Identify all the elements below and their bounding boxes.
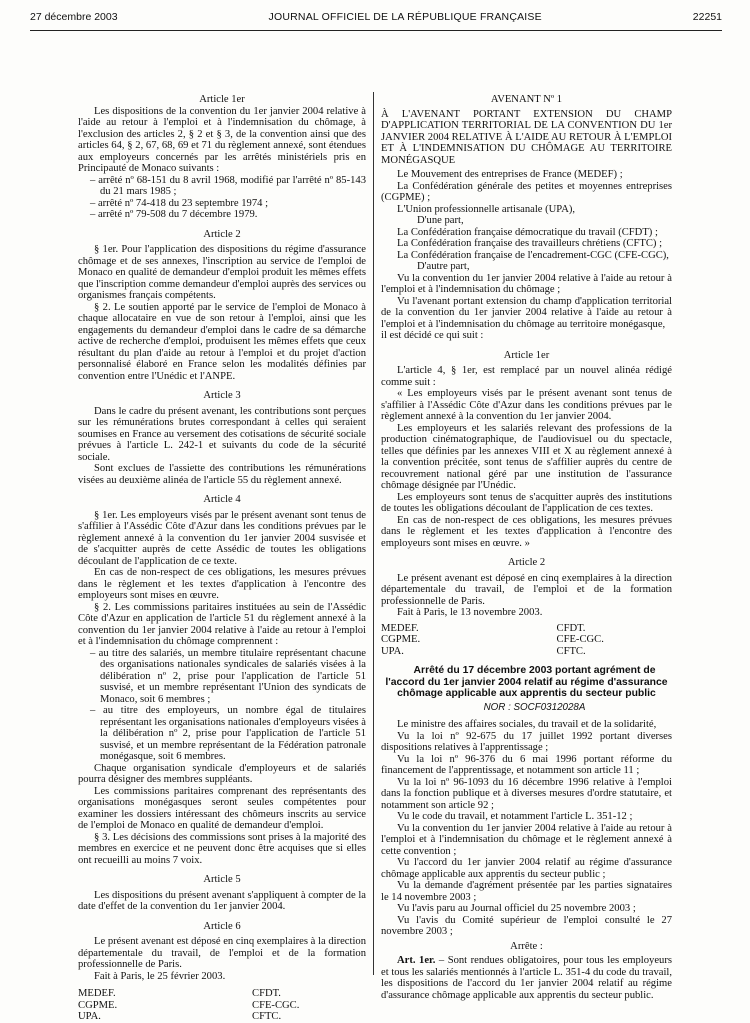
- list-item: – au titre des employeurs, un nombre égal de titulaires représentant les organisations nationales d'employeurs visées à la délibération nº 2, prise pour l'application de l'article 51 susvisé, et un membre représentant de la Fédération patronale monégasque, soit 6 membres.: [90, 705, 366, 762]
- signatory: MEDEF.: [78, 988, 116, 999]
- paragraph: Les dispositions du présent avenant s'appliquent à compter de la date d'effet de la convention du 1er janvier 2004.: [78, 889, 366, 912]
- signatories-block: [381, 623, 672, 658]
- party: La Confédération générale des petites et moyennes entreprises (CGPME) ;: [381, 180, 672, 203]
- decree-title: Arrêté du 17 décembre 2003 portant agrément de l'accord du 1er janvier 2004 relatif au régime d'assurance chômage applicable aux apprentis du secteur public: [385, 665, 668, 699]
- paragraph: Sont exclues de l'assiette des contributions les rémunérations visées au deuxième alinéa de l'article 55 du règlement annexé.: [78, 463, 366, 486]
- paragraph: § 2. Les commissions paritaires instituées au sein de l'Assédic Côte d'Azur en application de l'article 51 du règlement annexé à la convention du 1er janvier 2004 relative à l'aide au retour à l'emploi et à l'indemnisation du chômage comprennent :: [78, 601, 366, 647]
- journal-title: JOURNAL OFFICIEL DE LA RÉPUBLIQUE FRANÇAISE: [268, 11, 542, 23]
- paragraph: Les commissions paritaires comprenant des représentants des organisations monégasques seront seules compétentes pour examiner les dossiers intéressant des chômeurs inscrits au service de l'emploi de Monaco en qualité de demandeur d'emploi.: [78, 785, 366, 831]
- list-item: – arrêté nº 68-151 du 8 avril 1968, modifié par l'arrêté nº 85-143 du 21 mars 1985 ;: [90, 174, 366, 197]
- signatories-block: [78, 988, 366, 1023]
- party: La Confédération française de l'encadrement-CGC (CFE-CGC),: [397, 249, 669, 261]
- article-text: – Sont rendues obligatoires, pour tous les employeurs et tous les salariés mentionnés à l'article L. 351-4 du code du travail, les dispositions de l'accord du 1er janvier 2004 relatif au régime d'assurance chômage applicable aux apprentis du secteur public.: [381, 955, 672, 1001]
- paragraph: § 1er. Pour l'application des dispositions du régime d'assurance chômage et de ses annexes, l'inscription au service de l'emploi de Monaco en qualité de demandeur d'emploi produit les mêmes effets que l'inscription comme demandeur d'emploi auprès des services ou organismes français compétents.: [78, 244, 367, 301]
- article-4-heading: Article 4: [203, 494, 241, 505]
- signatory: UPA.: [381, 645, 404, 657]
- signatory: CFTC.: [556, 645, 586, 657]
- paragraph: Vu la loi nº 96-1093 du 16 décembre 1996 relative à l'emploi dans la fonction publique et à diverses mesures d'ordre statutaire, et notamment son article 92 ;: [381, 776, 672, 811]
- party-side: D'autre part,: [417, 261, 470, 272]
- paragraph: Vu l'avenant portant extension du champ d'application territorial de la convention du 1er janvier 2004 relative à l'aide au retour à l'emploi et à l'indemnisation du chômage au territoire monégasque,: [381, 295, 672, 330]
- paragraph: Les employeurs et les salariés relevant des professions de la production cinématographique, de l'audiovisuel ou du spectacle, telles que définies par les annexes VIII et X au règlement annexé à la convention précitée, sont tenus de s'affilier auprès du centre de recouvrement national géré par une institution de l'assurance chômage désignée par l'Unédic.: [381, 422, 672, 491]
- paragraph: Vu la convention du 1er janvier 2004 relative à l'aide au retour à l'emploi et à l'indemnisation du chômage et le règlement annexé à cette convention ;: [381, 822, 672, 857]
- paragraph: Dans le cadre du présent avenant, les contributions sont perçues sur les rémunérations brutes correspondant à celles qui seraient soumises en France au versement des cotisations de sécurité sociale prévues à l'article L. 242-1 et suivants du code de la sécurité sociale.: [78, 405, 366, 463]
- article-2-heading: Article 2: [203, 228, 241, 240]
- paragraph: Vu la loi nº 96-376 du 6 mai 1996 portant réforme du financement de l'apprentissage, et notamment son article 11 ;: [381, 753, 672, 776]
- paragraph: Les dispositions de la convention du 1er janvier 2004 relative à l'aide au retour à l'emploi et à l'indemnisation du chômage, à l'exclusion des articles 2, § 2 et § 3, de la convention ainsi que des articles 64, § 2, 67, 68, 69 et 71 du règlement annexé, sont étendues aux employeurs concernés par les arrêtés ministériels pris en Principauté de Monaco suivants :: [78, 105, 366, 174]
- avenant-title: À L'AVENANT PORTANT EXTENSION DU CHAMP D'APPLICATION TERRITORIAL DE LA CONVENTION DU 1er JANVIER 2004 RELATIVE À L'AIDE AU RETOUR À L'EMPLOI ET À L'INDEMNISATION DU CHÔMAGE AU TERRITOIRE MONÉGASQUE: [381, 108, 672, 166]
- paragraph: Vu la convention du 1er janvier 2004 relative à l'aide au retour à l'emploi et à l'indemnisation du chômage ;: [381, 272, 672, 295]
- article-3-heading: Article 3: [203, 390, 241, 401]
- paragraph: Vu le code du travail, et notamment l'article L. 351-12 ;: [397, 811, 633, 822]
- party: L'Union professionnelle artisanale (UPA),: [397, 203, 576, 215]
- right-column: [381, 92, 672, 1001]
- paragraph: Vu l'avis paru au Journal officiel du 25 novembre 2003 ;: [397, 903, 636, 914]
- signatory: MEDEF.: [381, 622, 419, 634]
- paragraph: il est décidé ce qui suit :: [381, 330, 484, 341]
- article-1-heading: Article 1er: [503, 349, 550, 361]
- nor-reference: NOR : SOCF0312028A: [483, 701, 586, 713]
- header-rule: [30, 30, 722, 31]
- article-2-heading: Article 2: [507, 557, 546, 568]
- left-column: [78, 92, 366, 1023]
- paragraph: Le ministre des affaires sociales, du travail et de la solidarité,: [397, 719, 657, 730]
- signatory: CFE-CGC.: [556, 634, 604, 645]
- paragraph: Chaque organisation syndicale d'employeurs et de salariés pourra désigner des membres suppléants.: [78, 762, 366, 785]
- party: La Confédération française des travailleurs chrétiens (CFTC) ;: [397, 238, 663, 249]
- paragraph: En cas de non-respect de ces obligations, les mesures prévues dans le règlement et les textes d'application à l'encontre des employeurs sont mises en œuvre.: [78, 567, 366, 601]
- arrete-label: Arrête :: [510, 940, 543, 952]
- paragraph: Le présent avenant est déposé en cinq exemplaires à la direction départementale du travail, de l'emploi et de la formation professionnelle de Paris.: [381, 572, 672, 607]
- list-item: – arrêté nº 79-508 du 7 décembre 1979.: [90, 209, 258, 220]
- article-1-paragraph: [381, 955, 672, 1001]
- article-5-heading: Article 5: [203, 874, 241, 885]
- paragraph: Les employeurs sont tenus de s'acquitter auprès des institutions de toutes les obligations découlant de l'application de ces textes.: [381, 491, 672, 514]
- signing-place-date: Fait à Paris, le 25 février 2003.: [94, 970, 226, 982]
- paragraph: Vu l'accord du 1er janvier 2004 relatif au régime d'assurance chômage applicable aux apprentis du secteur public ;: [381, 857, 672, 880]
- signatory: CFTC.: [252, 1011, 282, 1022]
- signatory: CFE-CGC.: [252, 999, 300, 1011]
- paragraph: § 1er. Les employeurs visés par le présent avenant sont tenus de s'affilier à l'Assédic Côte d'Azur dans les conditions prévues par le règlement annexé à la convention du 1er janvier 2004 susvisée et de s'acquitter auprès de cette Assédic de toutes les obligations découlant de l'application de ce texte.: [78, 509, 366, 567]
- party-side: D'une part,: [417, 215, 464, 226]
- paragraph: L'article 4, § 1er, est remplacé par un nouvel alinéa rédigé comme suit :: [381, 365, 672, 388]
- list-item: – au titre des salariés, un membre titulaire représentant chacune des organisations nationales syndicales de salariés visées à la délibération nº 2, prise pour l'application de l'article 51 susvisé, et un membre représentant l'Union des syndicats de Monaco, soit 6 membres ;: [90, 647, 366, 705]
- paragraph: Le présent avenant est déposé en cinq exemplaires à la direction départementale du travail, de l'emploi et de la formation professionnelle de Paris.: [78, 936, 366, 970]
- paragraph: En cas de non-respect de ces obligations, les mesures prévues dans le règlement et les textes d'application à l'encontre des employeurs sont mises en œuvre. »: [381, 514, 672, 549]
- article-6-heading: Article 6: [203, 920, 241, 932]
- paragraph: Vu la loi nº 92-675 du 17 juillet 1992 portant diverses dispositions relatives à l'apprentissage ;: [381, 730, 672, 753]
- party: La Confédération française démocratique du travail (CFDT) ;: [397, 226, 658, 238]
- list-item: – arrêté nº 74-418 du 23 septembre 1974 ;: [90, 197, 269, 209]
- page-number: 22251: [692, 11, 722, 23]
- party: Le Mouvement des entreprises de France (MEDEF) ;: [397, 169, 623, 180]
- column-divider: [373, 92, 374, 975]
- paragraph: Vu l'avis du Comité supérieur de l'emploi consulté le 27 novembre 2003 ;: [381, 914, 672, 937]
- paragraph: § 2. Le soutien apporté par le service de l'emploi de Monaco à chaque allocataire en vue de son retour à l'emploi, ainsi que les engagements du demandeur d'emploi dans le cadre de sa démarche active de recherche d'emploi, produisent les mêmes effets que ceux résultant du plan d'aide au retour à l'emploi et du projet d'action personnalisé élaboré en France selon les modalités définies par convention entre l'Unédic et l'ANPE.: [78, 301, 366, 382]
- paragraph: Vu la demande d'agrément présentée par les parties signataires le 14 novembre 2003 ;: [381, 880, 672, 903]
- article-1-heading: Article 1er: [199, 94, 245, 105]
- paragraph: § 3. Les décisions des commissions sont prises à la majorité des membres en exercice et ne peuvent donc être acquises que si elles ont recueilli au moins 7 voix.: [78, 831, 366, 866]
- article-lead: Art. 1er.: [397, 955, 436, 966]
- avenant-heading: AVENANT Nº 1: [490, 94, 563, 105]
- paragraph: « Les employeurs visés par le présent avenant sont tenus de s'affilier à l'Assédic Côte d'Azur dans les conditions prévues par le règlement annexé à la convention du 1er janvier 2004.: [381, 388, 672, 422]
- page-header: [30, 9, 722, 25]
- signing-place-date: Fait à Paris, le 13 novembre 2003.: [397, 607, 543, 618]
- signatory: UPA.: [78, 1011, 101, 1022]
- signatory: CGPME.: [78, 999, 118, 1011]
- signatory: CFDT.: [556, 622, 586, 634]
- signatory: CFDT.: [252, 988, 281, 999]
- signatory: CGPME.: [381, 634, 421, 645]
- header-date: 27 décembre 2003: [30, 11, 118, 23]
